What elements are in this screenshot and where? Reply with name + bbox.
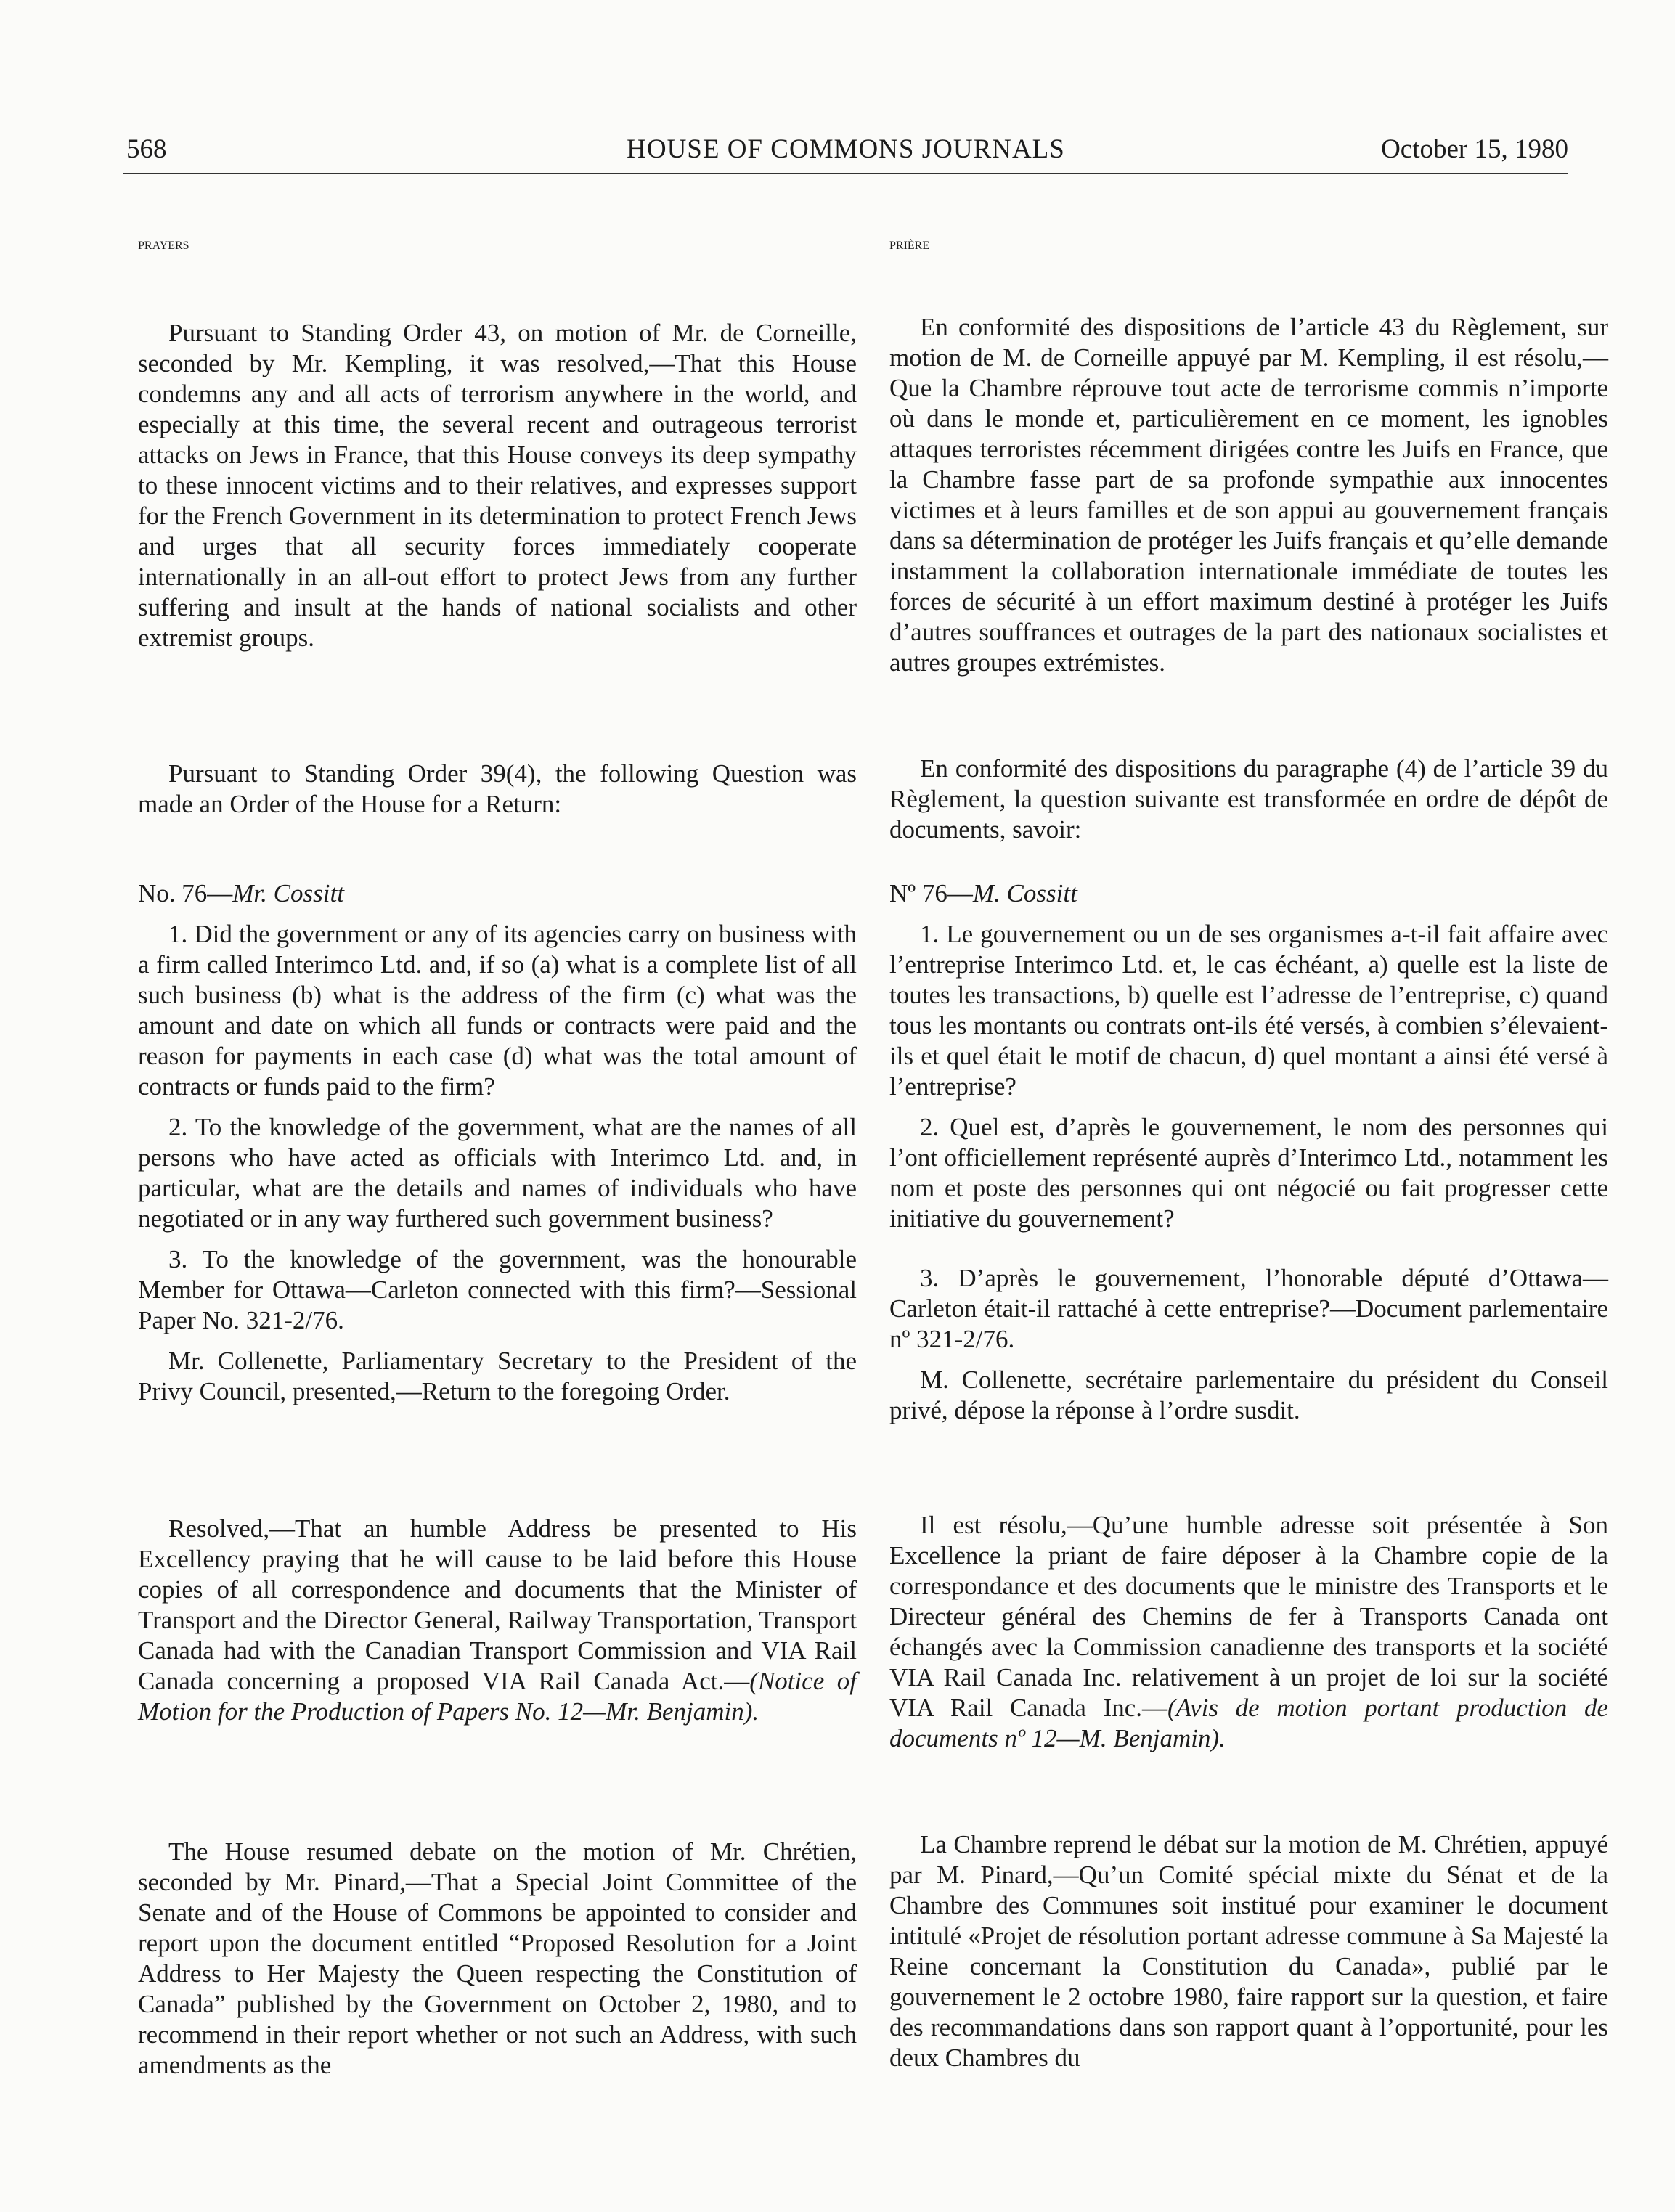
question-fr-block [889, 878, 1608, 1426]
prayers-heading: PRAYERS [138, 240, 189, 252]
page-header [123, 129, 1568, 174]
question-part-3: 3. To the knowledge of the government, was the honourable Member for Ottawa—Carleton connected with this firm?—Sessional Paper No. 321-2/76. [138, 1245, 857, 1334]
journal-date: October 15, 1980 [1381, 134, 1568, 164]
question-fr-part-2: 2. Quel est, d’après le gouvernement, le nom des personnes qui l’ont officiellement représenté auprès d’Interimco Ltd., notamment les nom et poste des personnes qui ont négocié ou fait progresser cette initiative du gouvernement? [889, 1113, 1608, 1233]
address-resolution-notice: (Notice of Motion for the Production of Papers No. 12—Mr. Benjamin). [138, 1667, 857, 1726]
adresse-resolution-avis: (Avis de motion portant production de documents nº 12—M. Benjamin). [889, 1694, 1608, 1752]
page-number: 568 [126, 134, 167, 164]
question-fr-member: M. Cossitt [972, 879, 1077, 907]
terrorism-motion-paragraph: Pursuant to Standing Order 43, on motion of Mr. de Corneille, seconded by Mr. Kempling, it was resolved,—That this House condemns any and all acts of terrorism anywhere in the world, and especially at this time, the several recent and outrageous terrorist attacks on Jews in France, that this House conveys its deep sympathy to these innocent victims and to their relatives, and expresses support for the French Government in its determination to protect French Jews and urges that all security forces immediately cooperate internationally in an all-out effort to protect Jews from any further suffering and insult at the hands of national socialists and other extremist groups. [138, 319, 857, 652]
question-number: No. 76— [138, 879, 233, 907]
question-part-1: 1. Did the government or any of its agencies carry on business with a firm called Interimco Ltd. and, if so (a) what is a complete list of all such business (b) what is the address of the firm (c) what was the amount and date on which all funds or contracts were paid and the reason for payments in each case (d) what was the total amount of contracts or funds paid to the firm? [138, 920, 857, 1101]
question-block [138, 878, 857, 1407]
debate-paragraph: The House resumed debate on the motion of Mr. Chrétien, seconded by Mr. Pinard,—That a Special Joint Committee of the Senate and of the House of Commons be appointed to consider and report upon the document entitled “Proposed Resolution for a Joint Address to Her Majesty the Queen respecting the Constitution of Canada” published by the Government on October 2, 1980, and to recommend in their report whether or not such an Address, with such amendments as the [138, 1837, 857, 2079]
debat-paragraph: La Chambre reprend le débat sur la motion de M. Chrétien, appuyé par M. Pinard,—Qu’un Comité spécial mixte du Sénat et de la Chambre des Communes soit institué pour examiner le document intitulé «Projet de résolution portant adresse commune à Sa Majesté la Reine concernant la Constitution du Canada», publié par le gouvernement le 2 octobre 1980, faire rapport sur la question, et faire des recommandations dans son rapport quant à l’opportunité, pour les deux Chambres du [889, 1830, 1608, 2072]
journal-title: HOUSE OF COMMONS JOURNALS [627, 134, 1065, 164]
question-member: Mr. Cossitt [232, 879, 344, 907]
question-fr-part-1: 1. Le gouvernement ou un de ses organismes a-t-il fait affaire avec l’entreprise Interimco Ltd. et, le cas échéant, a) quelle est la liste de toutes les transactions, b) quelle est l’adresse de l’entreprise, c) quand tous les montants ou contrats ont-ils été versés, à combien s’élevaient-ils et quel était le motif de chacun, d) quel montant a ainsi été versé à l’entreprise? [889, 920, 1608, 1101]
standing-order-paragraph: Pursuant to Standing Order 39(4), the following Question was made an Order of the House for a Return: [138, 759, 857, 818]
question-part-2: 2. To the knowledge of the government, what are the names of all persons who have acted as officials with Interimco Ltd. and, in particular, what are the details and names of individuals who have negotiated or in any way furthered such government business? [138, 1113, 857, 1233]
adresse-resolution-paragraph: Il est résolu,—Qu’une humble adresse soit présentée à Son Excellence la priant de faire déposer à la Chambre copie de la correspondance et des documents que le ministre des Transports et le Directeur général des Chemins de fer à Transports Canada ont échangés avec la Commission canadienne des transports et la société VIA Rail Canada Inc. relativement à un projet de loi sur la société VIA Rail Canada Inc.—(Avis de motion portant production de documents nº 12—M. Benjamin). [889, 1511, 1608, 1752]
address-resolution-paragraph: Resolved,—That an humble Address be presented to His Excellency praying that he will cause to be laid before this House copies of all correspondence and documents that the Minister of Transport and the Director General, Railway Transportation, Transport Canada had with the Canadian Transport Commission and VIA Rail Canada concerning a proposed VIA Rail Canada Act.—(Notice of Motion for the Production of Papers No. 12—Mr. Benjamin). [138, 1514, 857, 1726]
question-fr-heading [889, 878, 1608, 909]
motion-terrorisme-paragraph: En conformité des dispositions de l’article 43 du Règlement, sur motion de M. de Corneille appuyé par M. Kempling, il est résolu,—Que la Chambre réprouve tout acte de terrorisme commis n’importe où dans le monde et, particulièrement en ce moment, les ignobles attaques terroristes récemment dirigées contre les Juifs en France, que la Chambre fasse part de sa profonde sympathie aux innocentes victimes et à leurs familles et de son appui au gouvernement français dans sa détermination de protéger les Juifs français et qu’elle demande instamment la collaboration internationale immédiate de toutes les forces de sécurité à un effort maximum destiné à protéger les Juifs d’autres souffrances et outrages de la part des nationaux socialistes et autres groupes extrémistes. [889, 313, 1608, 677]
article-reglement-paragraph: En conformité des dispositions du paragraphe (4) de l’article 39 du Règlement, la question suivante est transformée en ordre de dépôt de documents, savoir: [889, 754, 1608, 844]
return-presented-paragraph: Mr. Collenette, Parliamentary Secretary to the President of the Privy Council, presented,—Return to the foregoing Order. [138, 1347, 857, 1405]
question-heading [138, 878, 857, 909]
question-fr-number: Nº 76— [889, 879, 973, 907]
question-fr-part-3: 3. D’après le gouvernement, l’honorable député d’Ottawa—Carleton était-il rattaché à cette entreprise?—Document parlementaire nº 321-2/76. [889, 1264, 1608, 1353]
reponse-deposee-paragraph: M. Collenette, secrétaire parlementaire du président du Conseil privé, dépose la réponse à l’ordre susdit. [889, 1366, 1608, 1424]
priere-heading: PRIÈRE [889, 240, 930, 252]
